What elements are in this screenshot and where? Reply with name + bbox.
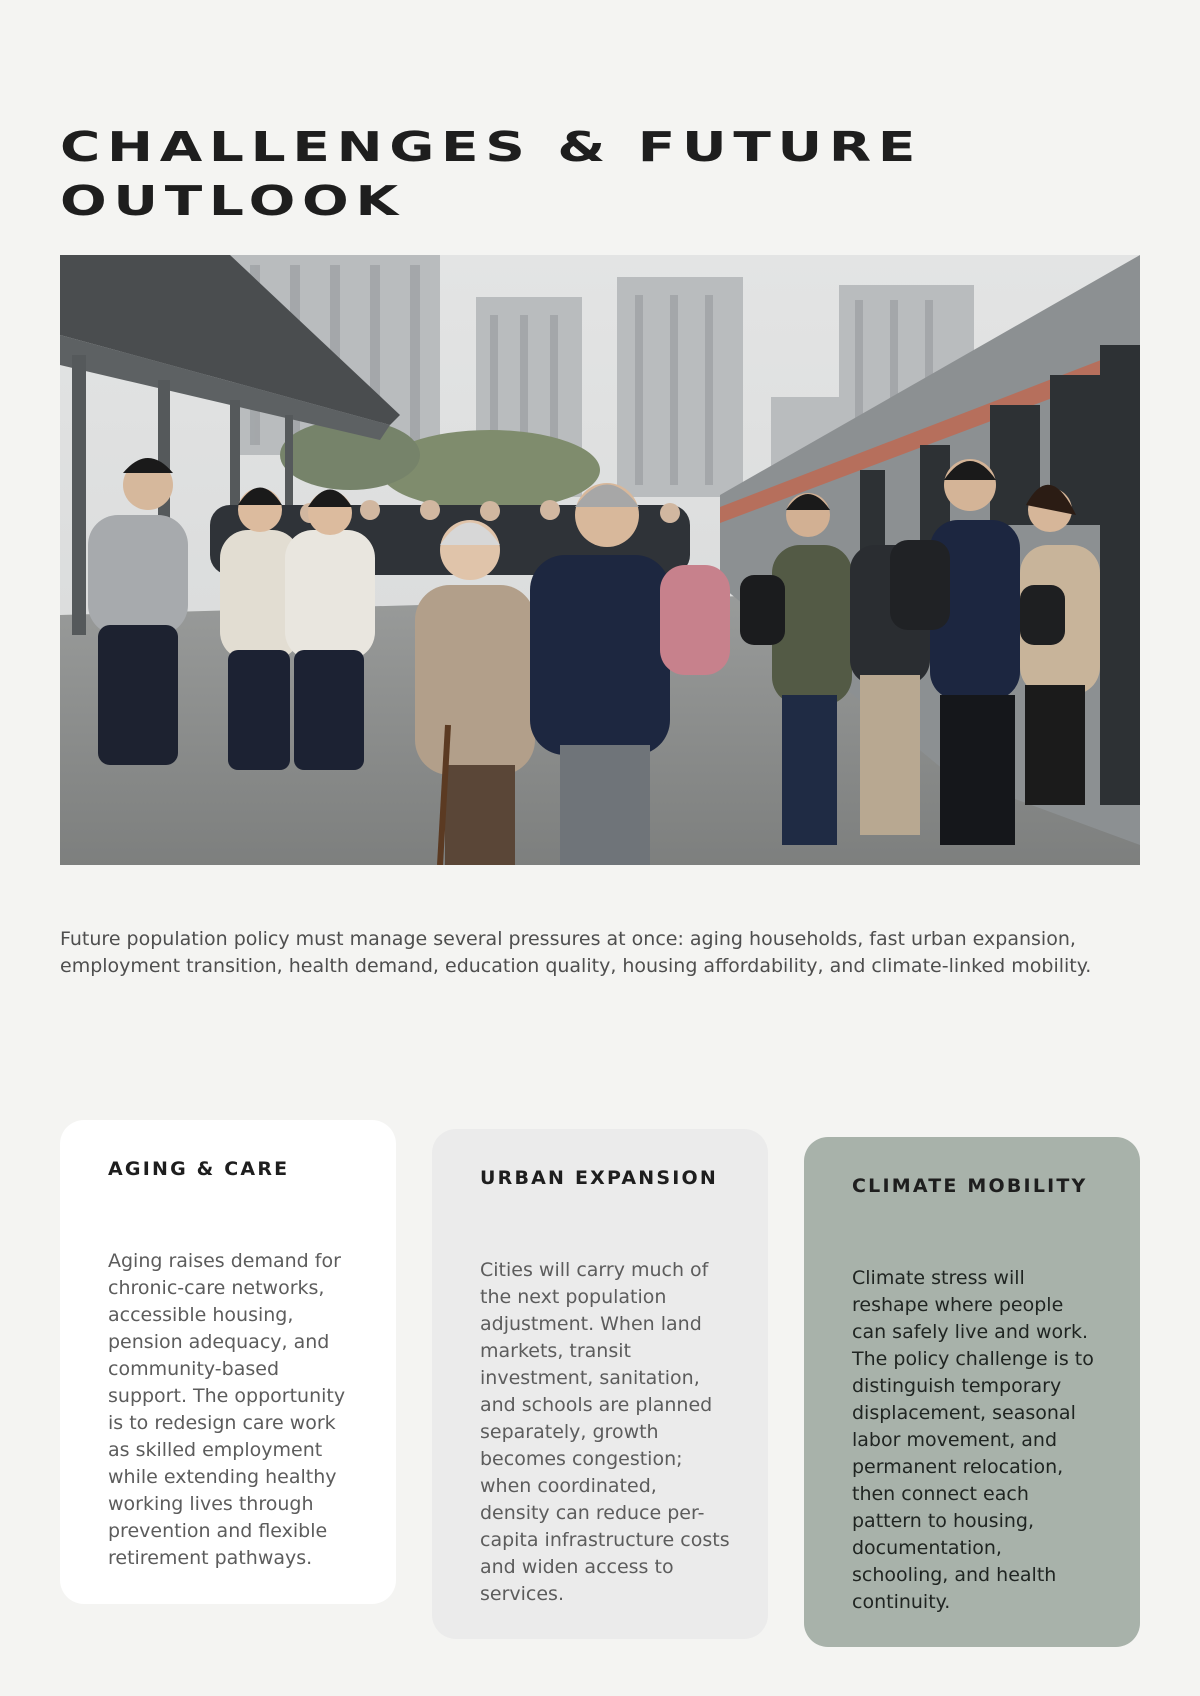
- page-title-line-1: CHALLENGES & FUTURE: [60, 123, 923, 171]
- hero-photo: [60, 255, 1140, 865]
- intro-paragraph: Future population policy must manage several pressures at once: aging households, fast urban expansion, employment transition, health demand, education quality, housing affordability, and climate-linked mobility.: [60, 928, 1092, 977]
- card-aging-care: [60, 1120, 396, 1604]
- card-title: CLIMATE MOBILITY: [852, 1175, 1088, 1197]
- card-body: Climate stress will reshape where people can safely live and work. The policy challenge is to distinguish temporary displacement, seasonal labor movement, and permanent relocation, then connect each pattern to housing, documentation, schooling, and health continuity.: [852, 1267, 1094, 1613]
- card-urban-expansion: [432, 1129, 768, 1639]
- card-climate-mobility: [804, 1137, 1140, 1647]
- card-title: URBAN EXPANSION: [480, 1167, 718, 1189]
- page-title-line-2: OUTLOOK: [60, 177, 405, 225]
- card-body: Cities will carry much of the next population adjustment. When land markets, transit investment, sanitation, and schools are planned separately, growth becomes congestion; when coordinated, density can reduce per-capita infrastructure costs and widen access to services.: [480, 1259, 730, 1605]
- page-title: [60, 120, 1200, 228]
- card-body: Aging raises demand for chronic-care networks, accessible housing, pension adequacy, and community-based support. The opportunity is to redesign care work as skilled employment while extending healthy working lives through prevention and flexible retirement pathways.: [108, 1250, 346, 1569]
- card-title: AGING & CARE: [108, 1158, 290, 1180]
